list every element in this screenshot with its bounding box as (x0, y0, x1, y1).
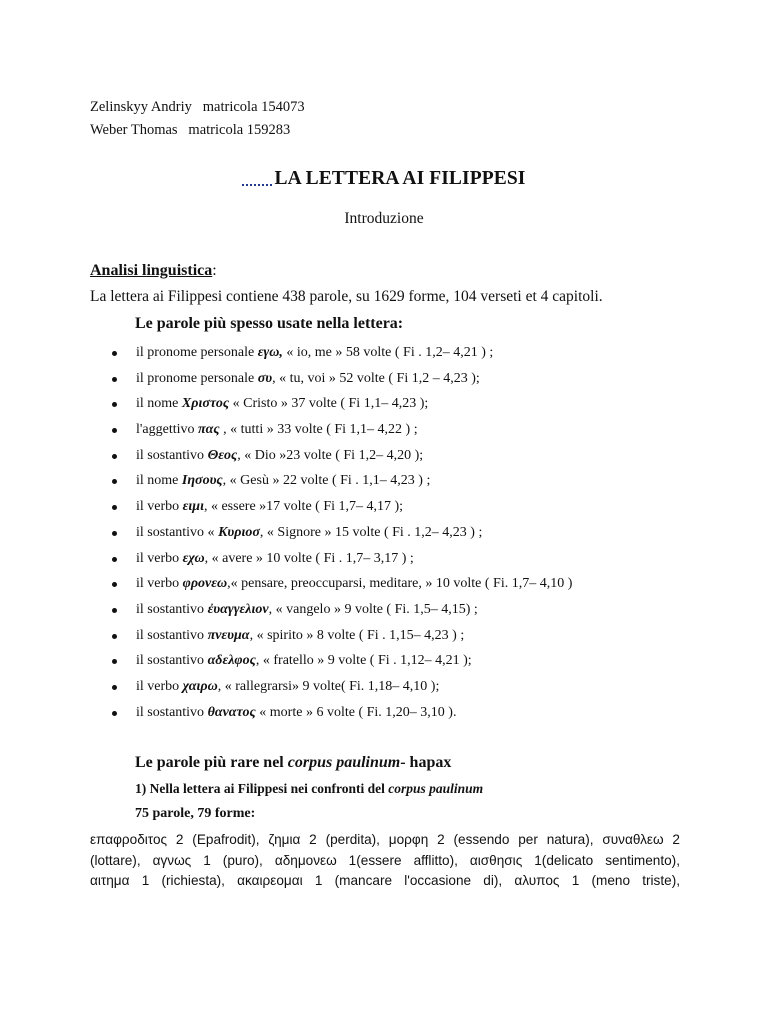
greek-word: φρονεω (182, 576, 228, 592)
frequent-word-item (112, 597, 572, 623)
rare-heading-emphasis: corpus paulinum (287, 754, 401, 771)
item-text: , « fratello » 9 volte ( Fi . 1,12– 4,21 ); (255, 653, 472, 669)
frequent-word-item (112, 546, 572, 572)
frequent-word-item (112, 443, 572, 469)
bullet-icon (112, 608, 117, 613)
frequent-word-item (112, 648, 572, 674)
bullet-icon (112, 377, 117, 382)
rare-sub-text: 1) Nella lettera ai Filippesi nei confronti del (135, 781, 389, 796)
item-text: il nome (136, 396, 182, 412)
item-text: il verbo (136, 499, 183, 515)
rare-words-count: 75 parole, 79 forme: (135, 806, 256, 821)
item-text: , « Signore » 15 volte ( Fi . 1,2– 4,23 ) ; (259, 524, 483, 540)
anchor-marker (242, 181, 272, 186)
bullet-icon (112, 454, 117, 459)
greek-word: Κυριοσ (218, 524, 260, 540)
frequent-words-heading: Le parole più spesso usate nella lettera: (135, 315, 404, 332)
item-text: « morte » 6 volte ( Fi. 1,20– 3,10 ). (255, 704, 457, 720)
item-text: , « avere » 10 volte ( Fi . 1,7– 3,17 ) ; (204, 550, 414, 566)
rare-words-subheading (135, 781, 483, 797)
rare-words-heading (135, 754, 451, 772)
bullet-icon (112, 531, 117, 536)
item-text: il pronome personale (136, 345, 258, 360)
frequent-word-item (112, 366, 572, 392)
section-heading-text: Analisi linguistica (90, 262, 213, 279)
bullet-icon (112, 505, 117, 510)
rare-sub-emphasis: corpus paulinum (388, 781, 484, 796)
item-text: il sostantivo (136, 653, 208, 669)
author-list (90, 96, 305, 142)
greek-word: Ιησους (181, 473, 223, 489)
bullet-icon (112, 711, 117, 716)
frequent-word-item (112, 571, 572, 597)
greek-word: χαιρω (182, 678, 218, 694)
item-text: , « tutti » 33 volte ( Fi 1,1– 4,22 ) ; (219, 422, 418, 438)
bullet-icon (112, 659, 117, 664)
paragraph-line: (lottare), αγνως 1 (puro), αδημονεω 1(essere afflitto), αισθησις 1(delicato sentimento), (90, 852, 680, 868)
bullet-icon (112, 351, 117, 356)
title-text: LA LETTERA AI FILIPPESI (274, 168, 526, 189)
bullet-icon (112, 402, 117, 407)
item-text: il sostantivo (136, 704, 208, 720)
greek-word: ειμι (182, 499, 204, 515)
greek-word: θανατος (207, 704, 256, 720)
item-text: il sostantivo (136, 447, 208, 463)
frequent-word-item (112, 417, 572, 443)
frequent-word-item (112, 623, 572, 649)
item-text: , « rallegrarsi» 9 volte( Fi. 1,18– 4,10 ); (217, 678, 440, 694)
greek-word: πνευμα (207, 627, 250, 643)
frequent-word-item (112, 391, 572, 417)
section-heading (90, 262, 217, 280)
paragraph-line: αιτημα 1 (richiesta), ακαιρεομαι 1 (mancare l'occasione di), αλυπος 1 (meno triste), (90, 873, 680, 888)
greek-word: συ (257, 370, 273, 386)
item-text: ,« pensare, preoccuparsi, meditare, » 10 volte ( Fi. 1,7– 4,10 ) (227, 576, 573, 592)
author-line: Weber Thomas matricola 159283 (90, 122, 291, 138)
frequent-word-item (112, 494, 572, 520)
greek-word: εχω (182, 550, 205, 566)
bullet-icon (112, 685, 117, 690)
item-text: « Cristo » 37 volte ( Fi 1,1– 4,23 ); (229, 396, 429, 412)
item-text: l'aggettivo (136, 422, 199, 438)
bullet-icon (112, 479, 117, 484)
frequent-word-item (112, 340, 572, 366)
greek-word: εγω, (257, 345, 283, 360)
document-title (0, 168, 768, 190)
author-line: Zelinskyy Andriy matricola 154073 (90, 99, 305, 115)
item-text: il nome (136, 473, 182, 489)
greek-word: ἐυαγγελιον (207, 601, 269, 617)
frequent-word-item (112, 468, 572, 494)
section-heading-colon: : (212, 262, 217, 279)
item-text: il sostantivo (136, 601, 208, 617)
intro-paragraph: La lettera ai Filippesi contiene 438 parole, su 1629 forme, 104 verseti et 4 capitoli. (90, 288, 603, 305)
rare-heading-text: Le parole più rare nel (135, 754, 288, 771)
item-text: , « tu, voi » 52 volte ( Fi 1,2 – 4,23 ); (272, 370, 480, 386)
frequent-word-item (112, 700, 572, 726)
rare-words-paragraph (90, 830, 680, 892)
item-text: , « Gesù » 22 volte ( Fi . 1,1– 4,23 ) ; (222, 473, 431, 489)
item-text: « io, me » 58 volte ( Fi . 1,2– 4,21 ) ; (282, 345, 494, 360)
item-text: il sostantivo (136, 627, 208, 643)
item-text: il verbo (136, 576, 183, 592)
item-text: il pronome personale (136, 370, 258, 386)
item-text: il verbo (136, 550, 183, 566)
item-text: , « essere »17 volte ( Fi 1,7– 4,17 ); (203, 499, 404, 515)
greek-word: Χριστος (181, 396, 230, 412)
frequent-words-list (112, 340, 572, 725)
greek-word: Θεος (207, 447, 238, 463)
frequent-word-item (112, 520, 572, 546)
rare-heading-suffix: - hapax (400, 754, 452, 771)
item-text: , « Dio »23 volte ( Fi 1,2– 4,20 ); (237, 447, 424, 463)
bullet-icon (112, 428, 117, 433)
bullet-icon (112, 634, 117, 639)
document-subtitle: Introduzione (344, 210, 424, 227)
paragraph-line: επαφροδιτος 2 (Epafrodit), ζημια 2 (perdita), μορφη 2 (essendo per natura), συναθλεω 2 (90, 832, 680, 847)
item-text: il sostantivo « (136, 524, 219, 540)
greek-word: πας (198, 422, 220, 438)
item-text: il verbo (136, 678, 183, 694)
item-text: , « spirito » 8 volte ( Fi . 1,15– 4,23 ) ; (249, 627, 465, 643)
greek-word: αδελφος (207, 653, 256, 669)
item-text: , « vangelo » 9 volte ( Fi. 1,5– 4,15) ; (268, 601, 478, 617)
frequent-word-item (112, 674, 572, 700)
bullet-icon (112, 582, 117, 587)
bullet-icon (112, 557, 117, 562)
